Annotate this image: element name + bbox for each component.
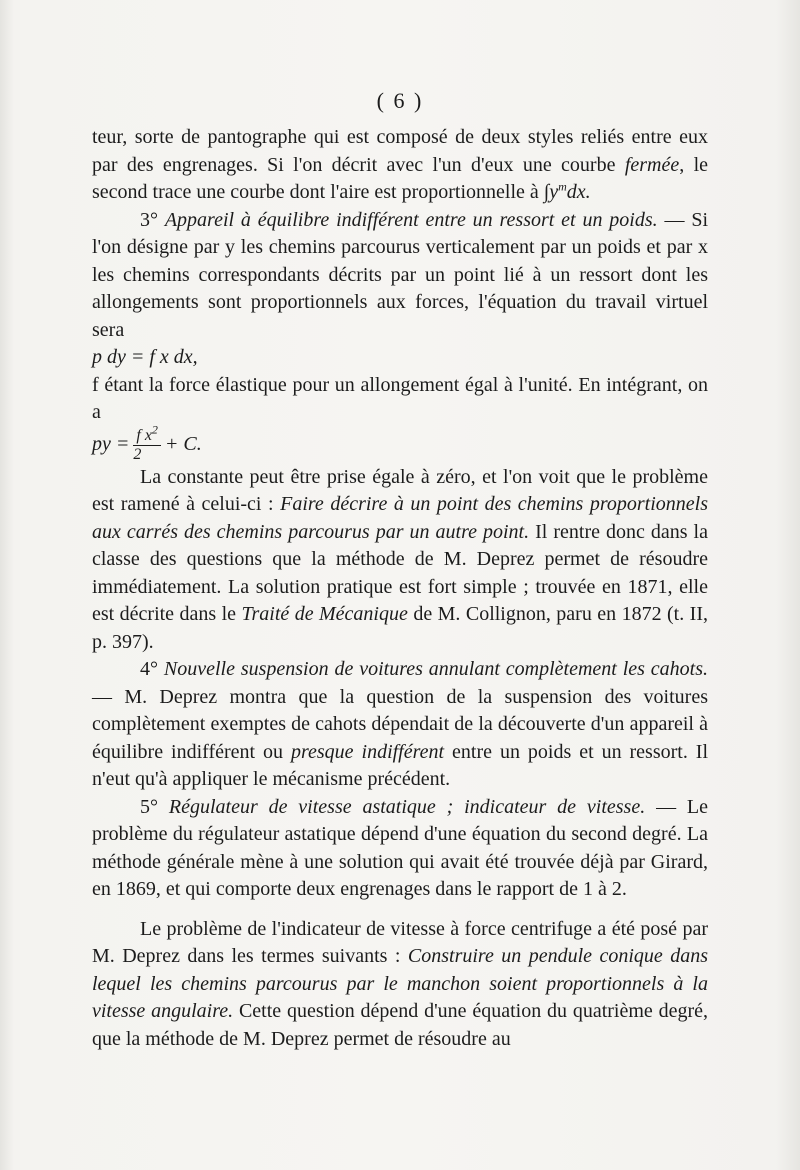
eq2-lhs: py =	[92, 432, 130, 455]
para2-number: 3°	[140, 208, 158, 231]
paragraph-5: 4° Nouvelle suspension de voitures annulant complètement les cahots. — M. Deprez montra que la question de la suspension des voitures complètement exemptes de cahots dépendait de la découverte d'un appareil à équilibre indifférent ou presque indifférent entre un poids et un ressort. Il n'eut qu'à appliquer le mécanisme précédent.	[92, 658, 709, 790]
paragraph-6: 5° Régulateur de vitesse astatique ; indicateur de vitesse. — Le problème du régulateur astatique dépend d'une équation du second degré. La méthode générale mène à une solution qui avait été trouvée déjà par Girard, en 1869, et qui comporte deux engrenages dans le rapport de 1 à 2.	[92, 795, 709, 900]
equation-1: p dy = f x dx,	[92, 346, 198, 368]
paragraph-1	[92, 124, 708, 207]
eq2-rhs: + C.	[164, 432, 202, 455]
paragraph-7: Le problème de l'indicateur de vitesse à force centrifuge a été posé par M. Deprez dans les termes suivants : Construire un pendule conique dans lequel les chemins parcourus par le manchon soient proportionnels à la vitesse angulaire. Cette question dépend d'une équation du quatrième degré, que la méthode de M. Deprez permet de résoudre au	[92, 917, 709, 1050]
para1-text-a: teur, sorte de pantographe qui est composé de deux styles reliés entre eux par des engrenages. Si l'on décrit avec l'un d'eux une courbe	[92, 126, 708, 176]
para2-text: — Si l'on désigne par y les chemins parcourus verticalement par un poids et par x les chemins correspondants décrits par un point lié à un ressort dont les allongements sont proportionnels aux forces, l'équation du travail virtuel sera	[92, 208, 708, 341]
body-text	[92, 124, 708, 1053]
paragraph-4: La constante peut être prise égale à zéro, et l'on voit que le problème est ramené à celui-ci : Faire décrire à un point des chemins proportionnels aux carrés des chemins parcourus par un autre point. Il rentre donc dans la classe des questions que la méthode de M. Deprez permet de résoudre immédiatement. La solution pratique est fort simple ; trouvée en 1871, elle est décrite dans le Traité de Mécanique de M. Collignon, paru en 1872 (t. II, p. 397).	[92, 465, 708, 653]
paragraph-2	[92, 207, 708, 345]
para1-text-c: , le second trace une courbe dont l'aire est proportionnelle à	[92, 153, 709, 203]
page-number: ( 6 )	[376, 88, 424, 113]
para1-formula: $\int y^mdx$.	[543, 179, 591, 203]
eq2-fraction: $\frac{f x^2}{2}$	[133, 427, 161, 464]
para2-title: Appareil à équilibre indifférent entre un ressort et un poids.	[164, 208, 658, 231]
equation-2	[92, 422, 708, 464]
paragraph-3: f étant la force élastique pour un allongement égal à l'unité. En intégrant, on a	[92, 373, 708, 423]
para1-italic: fermée	[624, 153, 680, 176]
